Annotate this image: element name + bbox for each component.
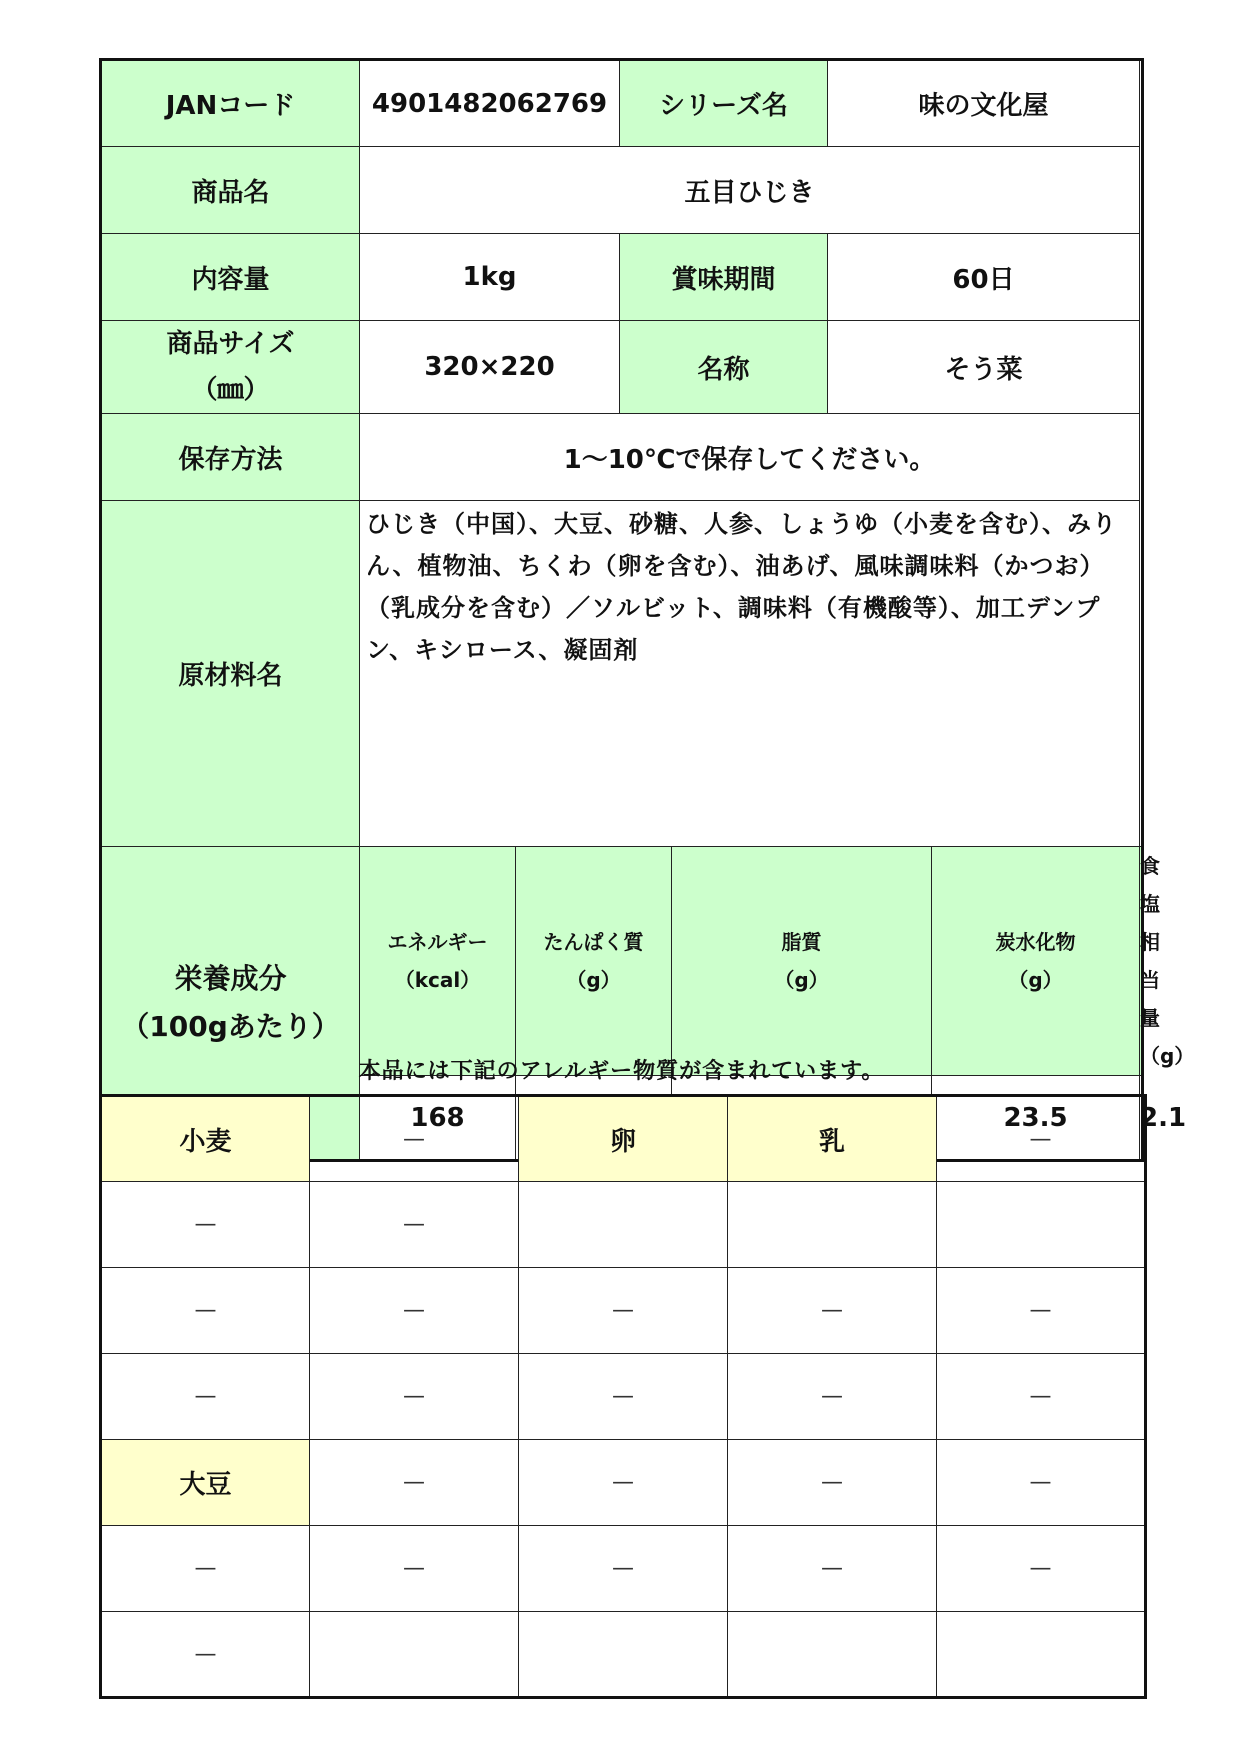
allergy-cell — [937, 1182, 1146, 1268]
allergy-cell — [728, 1182, 937, 1268]
nutrition-header-energy — [360, 847, 516, 1076]
allergy-cell: — — [310, 1182, 519, 1268]
allergy-table — [99, 1094, 1147, 1699]
series-label: シリーズ名 — [620, 60, 828, 147]
nutrition-header-name: 食塩相当量 — [1140, 854, 1161, 1030]
allergy-notice: 本品には下記のアレルギー物質が含まれています。 — [358, 1059, 885, 1084]
expiry-label: 賞味期間 — [620, 234, 828, 321]
allergy-cell: — — [519, 1526, 728, 1612]
name-label: 名称 — [620, 321, 828, 414]
nutrition-header-name: エネルギー — [387, 930, 488, 954]
nutrition-label-line1: 栄養成分 — [174, 962, 287, 995]
allergy-cell: — — [728, 1526, 937, 1612]
product-spec-table — [99, 58, 1195, 1162]
nutrition-header-name: たんぱく質 — [543, 930, 644, 954]
nutrition-header-protein — [516, 847, 672, 1076]
allergy-cell: — — [937, 1268, 1146, 1354]
allergy-cell — [519, 1182, 728, 1268]
nutrition-header-salt — [1140, 847, 1195, 1076]
allergy-cell: — — [519, 1354, 728, 1440]
product-name-label: 商品名 — [101, 147, 360, 234]
storage-value: 1～10℃で保存してください。 — [360, 414, 1140, 501]
allergy-cell: — — [310, 1268, 519, 1354]
ingredients-label: 原材料名 — [101, 501, 360, 847]
nutrition-header-unit: （g） — [1008, 968, 1063, 992]
allergy-cell: 小麦 — [101, 1096, 310, 1182]
allergy-cell: — — [101, 1612, 310, 1698]
size-label — [101, 321, 360, 414]
nutrition-header-unit: （g） — [566, 968, 621, 992]
name-value: そう菜 — [828, 321, 1140, 414]
nutrition-value-energy: 168 — [360, 1076, 516, 1161]
nutrition-header-unit: （g） — [774, 968, 829, 992]
allergy-cell: — — [519, 1440, 728, 1526]
jan-value: 4901482062769 — [360, 60, 620, 147]
allergy-cell: 大豆 — [101, 1440, 310, 1526]
nutrition-value-carbs: 23.5 — [932, 1076, 1140, 1161]
allergy-cell: — — [310, 1354, 519, 1440]
nutrition-header-unit: （g） — [1140, 1044, 1195, 1068]
expiry-value: 60日 — [828, 234, 1140, 321]
jan-label: JANコード — [101, 60, 360, 147]
allergy-cell: — — [937, 1354, 1146, 1440]
allergy-cell — [519, 1612, 728, 1698]
nutrition-header-name: 炭水化物 — [995, 930, 1076, 954]
allergy-cell: 卵 — [519, 1096, 728, 1182]
allergy-cell: 乳 — [728, 1096, 937, 1182]
allergy-cell: — — [310, 1440, 519, 1526]
nutrition-value-salt: 2.1 — [1140, 1076, 1143, 1161]
ingredients-value: ひじき（中国）、大豆、砂糖、人参、しょうゆ（小麦を含む）、みりん、植物油、ちくわ（卵を含む）、油あげ、風味調味料（かつお）（乳成分を含む）／ソルビット、調味料（有機酸等）、加工デンプン、キシロース、凝固剤 — [360, 501, 1140, 847]
allergy-cell: — — [310, 1526, 519, 1612]
allergy-cell: — — [101, 1526, 310, 1612]
series-value: 味の文化屋 — [828, 60, 1140, 147]
allergy-cell: — — [728, 1354, 937, 1440]
product-name-value: 五目ひじき — [360, 147, 1140, 234]
content-value: 1kg — [360, 234, 620, 321]
allergy-cell: — — [728, 1268, 937, 1354]
allergy-cell: — — [519, 1268, 728, 1354]
allergy-cell: — — [101, 1354, 310, 1440]
size-label-line2: （㎜） — [191, 375, 270, 405]
nutrition-label-line2: （100gあたり） — [121, 1010, 340, 1043]
allergy-cell: — — [101, 1268, 310, 1354]
content-label: 内容量 — [101, 234, 360, 321]
nutrition-header-unit: （kcal） — [394, 968, 481, 992]
allergy-cell — [937, 1612, 1146, 1698]
allergy-cell — [310, 1612, 519, 1698]
nutrition-header-fat — [672, 847, 932, 1076]
size-label-line1: 商品サイズ — [166, 329, 295, 359]
allergy-cell: — — [728, 1440, 937, 1526]
allergy-cell — [728, 1612, 937, 1698]
allergy-cell: — — [310, 1096, 519, 1182]
allergy-cell: — — [101, 1182, 310, 1268]
storage-label: 保存方法 — [101, 414, 360, 501]
size-value: 320×220 — [360, 321, 620, 414]
nutrition-header-name: 脂質 — [781, 930, 822, 954]
allergy-cell: — — [937, 1440, 1146, 1526]
allergy-cell: — — [937, 1096, 1146, 1182]
allergy-cell: — — [937, 1526, 1146, 1612]
